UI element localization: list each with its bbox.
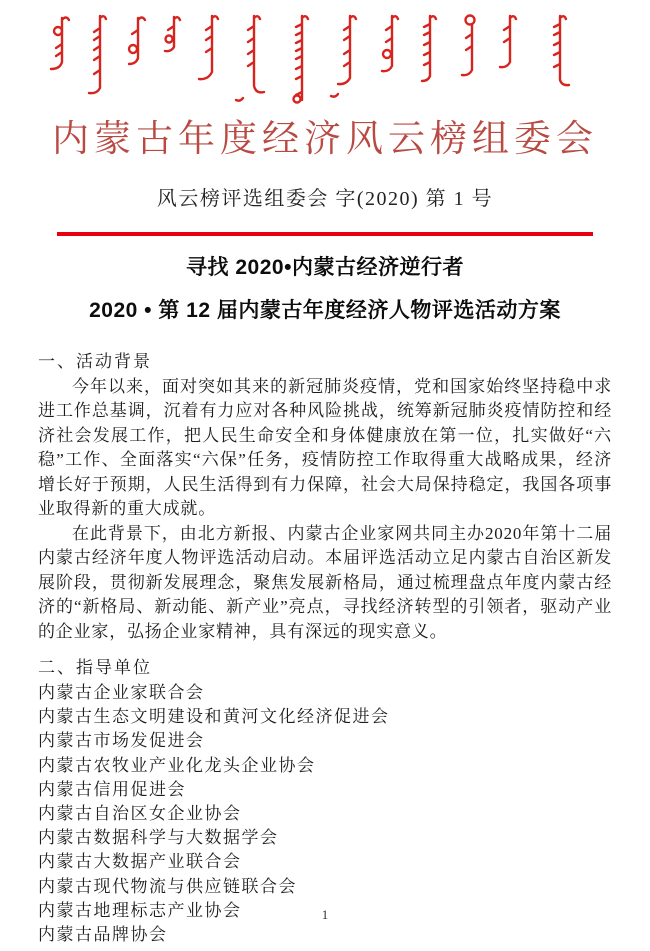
document-page	[0, 10, 650, 951]
list-item: 内蒙古品牌协会	[38, 924, 168, 944]
list-item: 内蒙古市场发促进会	[38, 731, 205, 751]
paragraph-background-1: 今年以来，面对突如其来的新冠肺炎疫情，党和国家始终坚持稳中求进工作总基调，沉着有力应对各种风险挑战，统筹新冠肺炎疫情防控和经济社会发展工作，把人民生命安全和身体健康放在第一位，扎实做好“六稳”工作、全面落实“六保”任务，疫情防控工作取得重大战略成果，经济增长好于预期，人民生活得到有力保障，社会大局保持稳定，我国各项事业取得新的重大成就。	[38, 376, 612, 519]
list-item: 内蒙古地理标志产业协会	[38, 900, 242, 920]
list-item: 内蒙古企业家联合会	[38, 682, 205, 702]
list-item: 内蒙古现代物流与供应链联合会	[38, 876, 297, 896]
list-item: 内蒙古数据科学与大数据学会	[38, 828, 279, 848]
section-heading-background: 一、活动背景	[38, 352, 152, 372]
paragraph-background-2: 在此背景下，由北方新报、内蒙古企业家网共同主办2020年第十二届内蒙古经济年度人物评选活动启动。本届评选活动立足内蒙古自治区新发展阶段，贯彻新发展理念，聚焦发展新格局，通过梳理盘点年度内蒙古经济的“新格局、新动能、新产业”亮点，寻找经济转型的引领者，驱动产业的企业家，弘扬企业家精神，具有深远的现实意义。	[38, 523, 612, 641]
document-body	[38, 350, 612, 947]
list-item: 内蒙古生态文明建设和黄河文化经济促进会	[38, 707, 390, 727]
organization-title: 内蒙古年度经济风云榜组委会	[52, 119, 598, 160]
list-item: 内蒙古自治区女企业协会	[38, 803, 242, 823]
section-heading-guidance-units: 二、指导单位	[38, 658, 152, 678]
mongolian-script-decoration	[0, 10, 650, 106]
main-title: 寻找 2020•内蒙古经济逆行者	[186, 256, 464, 280]
list-item: 内蒙古大数据产业联合会	[38, 852, 242, 872]
page-number: 1	[321, 907, 329, 922]
list-item: 内蒙古农牧业产业化龙头企业协会	[38, 755, 316, 775]
list-item: 内蒙古信用促进会	[38, 779, 186, 799]
sub-title: 2020 • 第 12 届内蒙古年度经济人物评选活动方案	[89, 299, 561, 323]
document-number: 风云榜评选组委会 字(2020) 第 1 号	[156, 188, 494, 211]
red-divider	[57, 232, 593, 236]
